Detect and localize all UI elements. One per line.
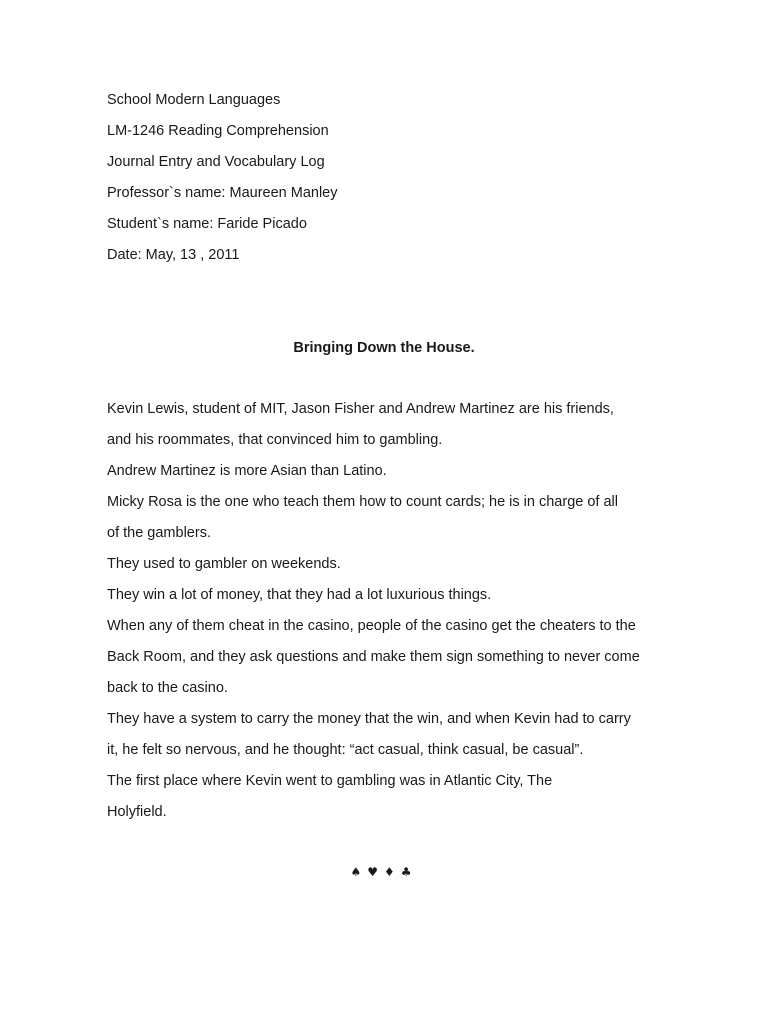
date-line: Date: May, 13 , 2011	[107, 247, 240, 263]
body-line: of the gamblers.	[107, 525, 211, 541]
body-line: it, he felt so nervous, and he thought: “act casual, think casual, be casual”.	[107, 742, 584, 758]
body-line: Holyfield.	[107, 804, 167, 820]
professor-line: Professor`s name: Maureen Manley	[107, 185, 338, 201]
body-line: Kevin Lewis, student of MIT, Jason Fisher and Andrew Martinez are his friends,	[107, 401, 614, 417]
student-line: Student`s name: Faride Picado	[107, 216, 307, 232]
body-line: Micky Rosa is the one who teach them how to count cards; he is in charge of all	[107, 494, 618, 510]
body-line: Andrew Martinez is more Asian than Latino.	[107, 463, 387, 479]
body-line: Back Room, and they ask questions and make them sign something to never come	[107, 649, 640, 665]
body-line: When any of them cheat in the casino, people of the casino get the cheaters to the	[107, 618, 636, 634]
spade-icon: ♠	[350, 865, 368, 879]
course-line: LM-1246 Reading Comprehension	[107, 123, 329, 139]
body-line: They used to gambler on weekends.	[107, 556, 341, 572]
body-line: They win a lot of money, that they had a lot luxurious things.	[107, 587, 492, 603]
body-line: back to the casino.	[107, 680, 228, 696]
heart-icon: ♥	[367, 865, 384, 879]
document-title: Bringing Down the House.	[293, 340, 475, 356]
body-text	[107, 399, 677, 833]
diamond-icon: ♦	[384, 865, 401, 879]
body-line: The first place where Kevin went to gambling was in Atlantic City, The	[107, 773, 553, 789]
assignment-line: Journal Entry and Vocabulary Log	[107, 154, 325, 170]
header-block	[107, 90, 667, 276]
card-suits-ornament	[0, 862, 768, 882]
school-line: School Modern Languages	[107, 92, 281, 108]
body-line: and his roommates, that convinced him to gambling.	[107, 432, 443, 448]
body-line: They have a system to carry the money that the win, and when Kevin had to carry	[107, 711, 631, 727]
club-icon: ♣	[400, 865, 418, 879]
